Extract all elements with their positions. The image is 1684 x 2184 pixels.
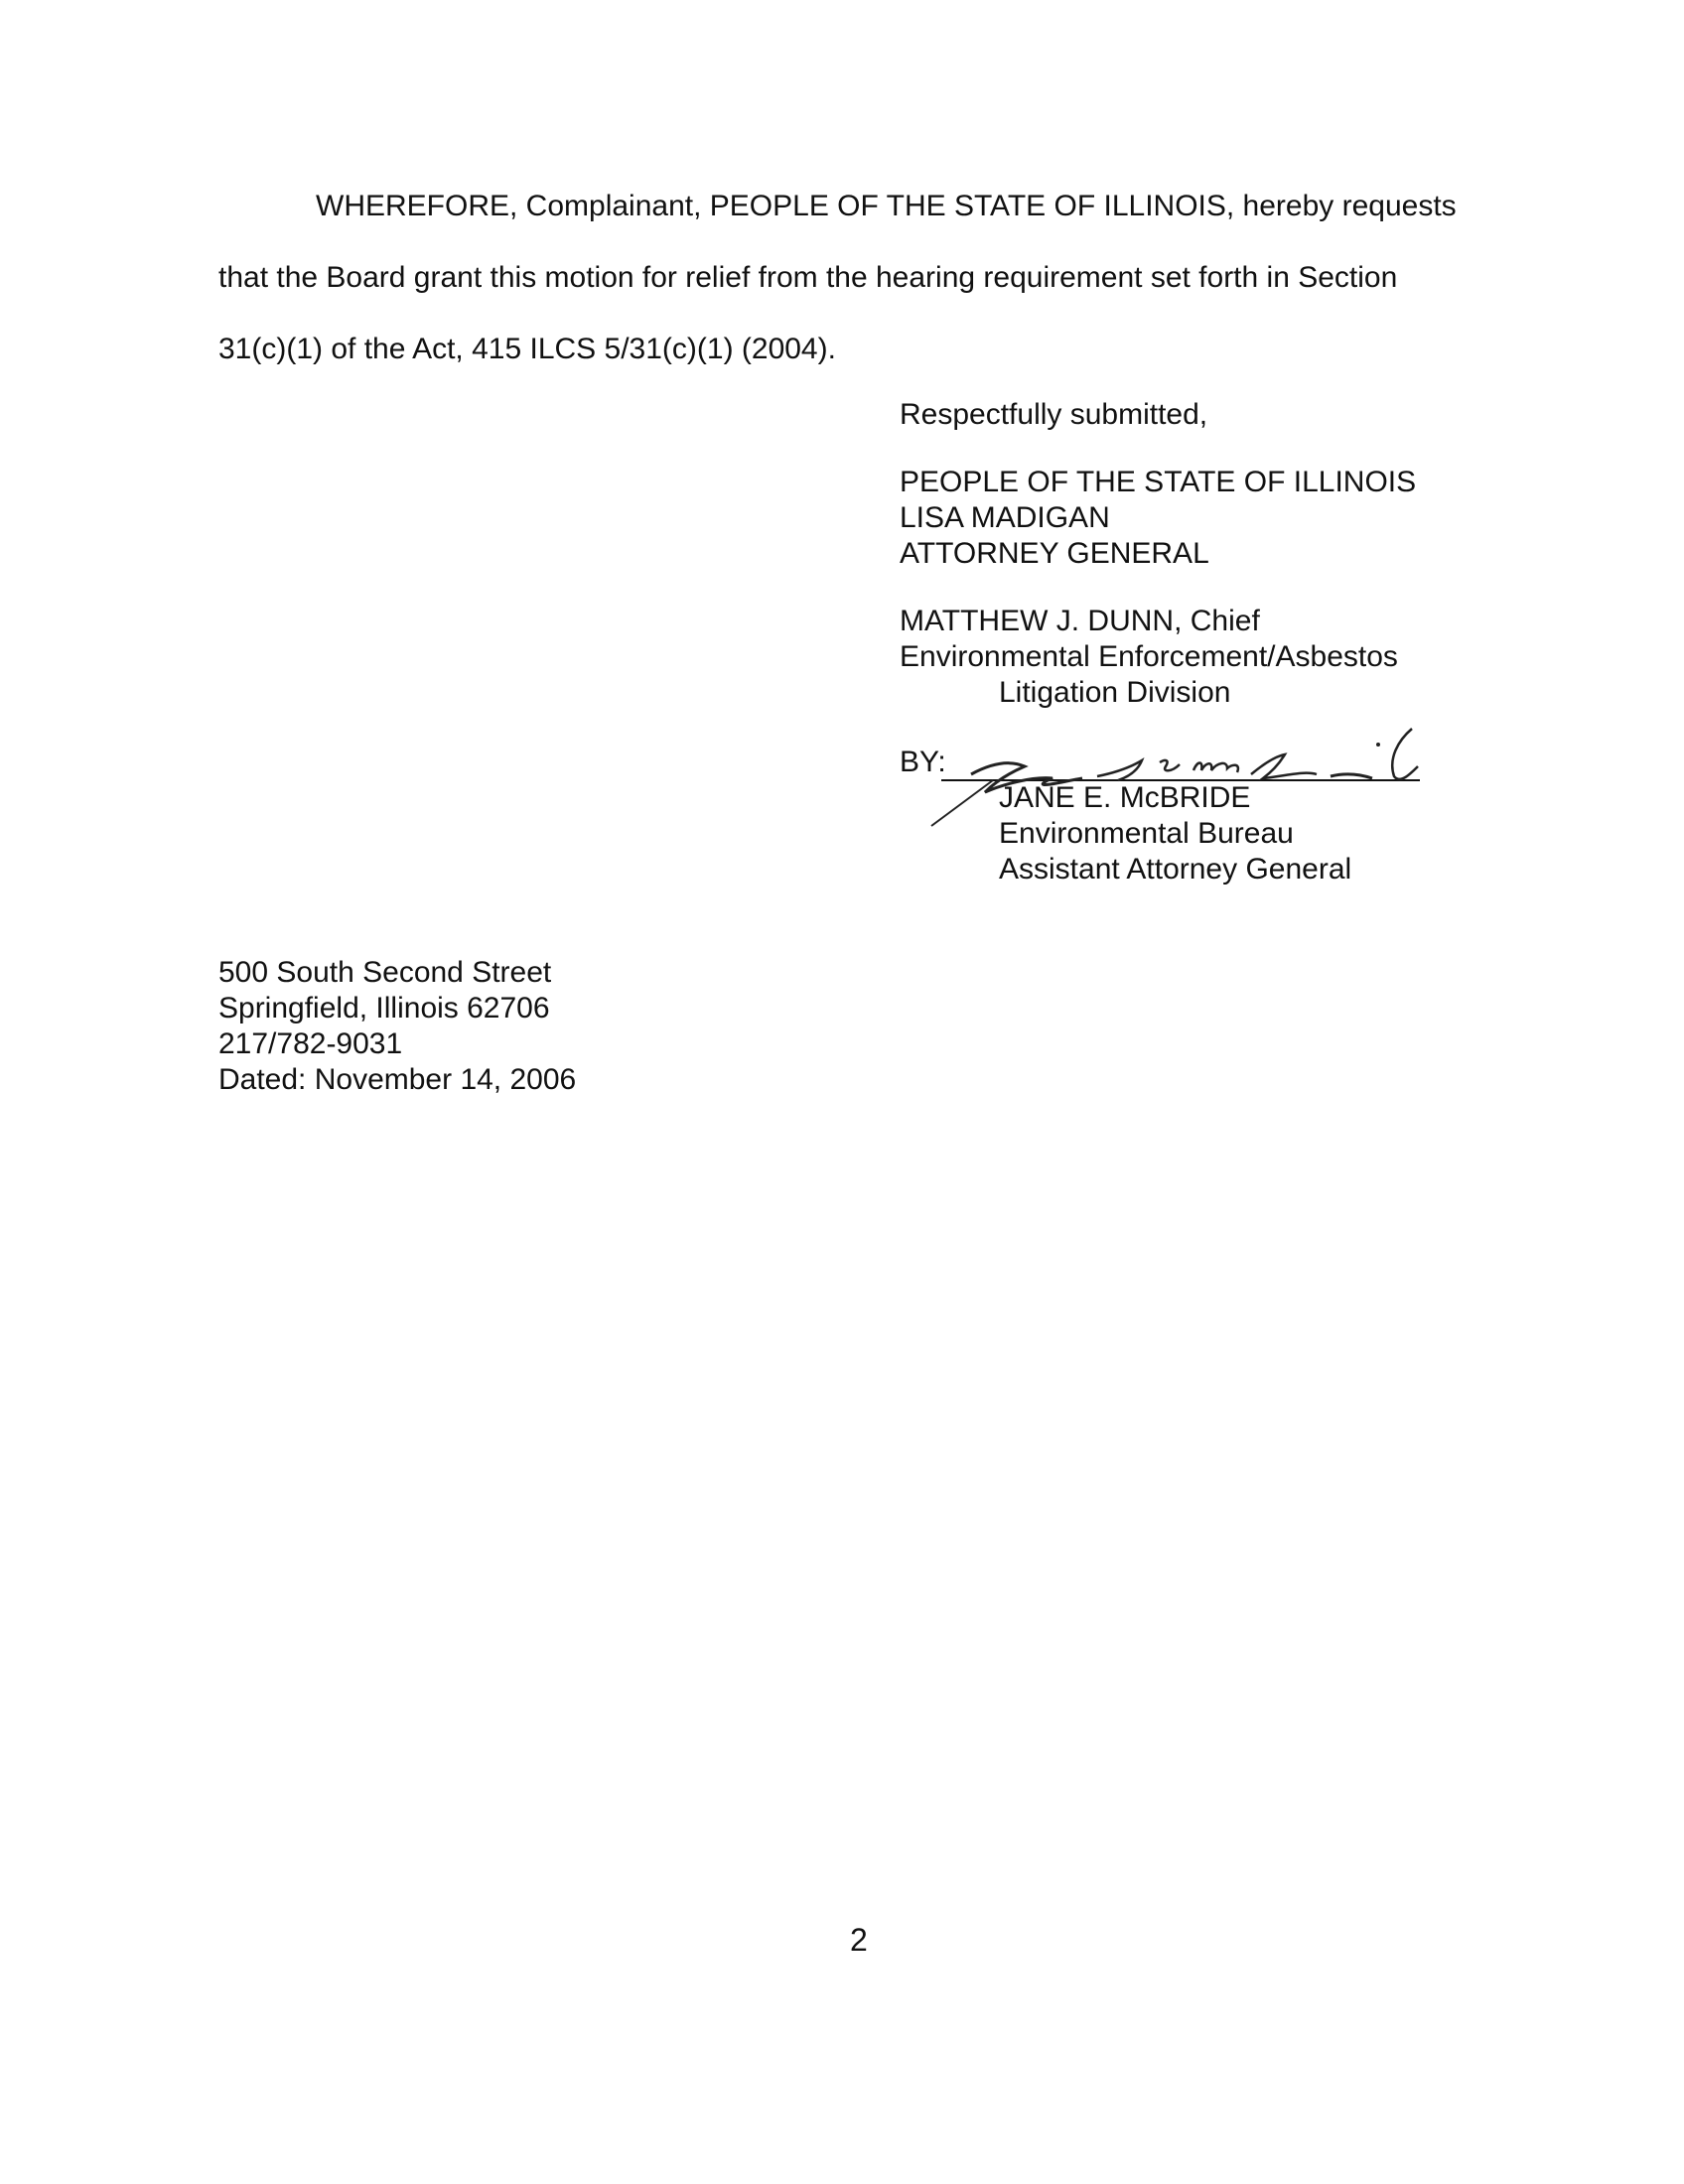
signatory-line: JANE E. McBRIDE xyxy=(999,781,1251,814)
address-street: 500 South Second Street xyxy=(218,956,552,989)
by-label: BY: xyxy=(900,746,946,778)
party-block xyxy=(900,465,1416,572)
chief-line: Environmental Enforcement/Asbestos xyxy=(900,640,1398,673)
closing-salutation: Respectfully submitted, xyxy=(900,398,1208,431)
party-line: PEOPLE OF THE STATE OF ILLINOIS xyxy=(900,466,1417,498)
chief-block xyxy=(900,604,1398,711)
signatory-line: Environmental Bureau xyxy=(999,817,1294,850)
party-line: LISA MADIGAN xyxy=(900,501,1110,534)
signatory-line: Assistant Attorney General xyxy=(999,853,1352,886)
address-phone: 217/782-9031 xyxy=(218,1027,403,1060)
address-city: Springfield, Illinois 62706 xyxy=(218,992,550,1024)
address-dated: Dated: November 14, 2006 xyxy=(218,1063,577,1096)
chief-line: MATTHEW J. DUNN, Chief xyxy=(900,605,1260,637)
page-number: 2 xyxy=(850,1922,868,1958)
body-paragraph-line-2: that the Board grant this motion for relief from the hearing requirement set forth in Section xyxy=(218,261,1398,294)
body-paragraph-line-3: 31(c)(1) of the Act, 415 ILCS 5/31(c)(1) (2004). xyxy=(218,333,836,365)
address-block xyxy=(218,955,576,1098)
chief-line: Litigation Division xyxy=(999,676,1231,709)
signatory-block xyxy=(999,780,1351,887)
body-paragraph-line-1: WHEREFORE, Complainant, PEOPLE OF THE STATE OF ILLINOIS, hereby requests xyxy=(316,190,1457,222)
party-line: ATTORNEY GENERAL xyxy=(900,537,1209,570)
